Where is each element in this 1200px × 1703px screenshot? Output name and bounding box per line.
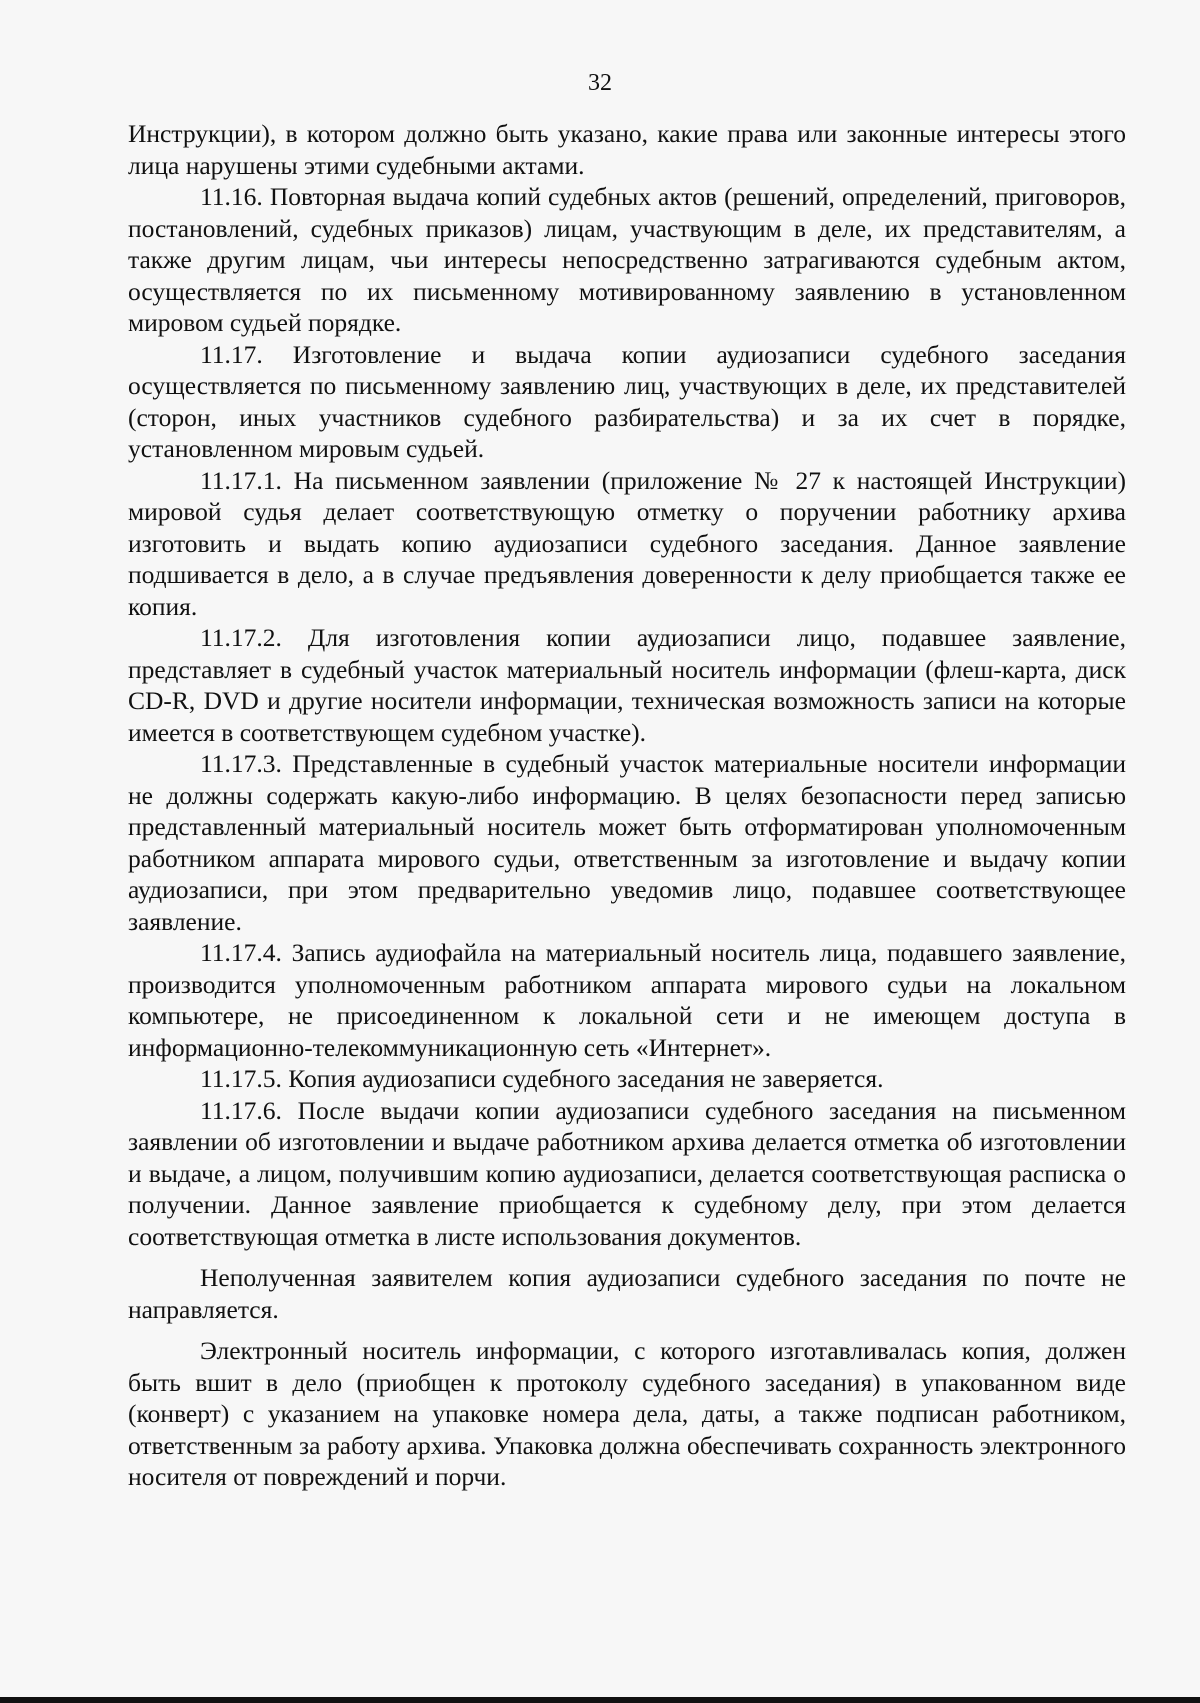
paragraph-11-16: 11.16. Повторная выдача копий судебных актов (решений, определений, приговоров, постановлений, судебных приказов) лицам, участвующим в деле, их представителям, а также другим лицам, чьи интересы непосредственно затрагиваются судебным актом, осуществляется по их письменному мотивированному заявлению в установленном мировом судьей порядке. xyxy=(128,182,1126,337)
paragraph-11-17-6: 11.17.6. После выдачи копии аудиозаписи судебного заседания на письменном заявлении об изготовлении и выдаче работником архива делается отметка об изготовлении и выдаче, а лицом, получившим копию аудиозаписи, делается соответствующая расписка о получении. Данное заявление приобщается к судебному делу, при этом делается соответствующая отметка в листе использования документов. xyxy=(128,1095,1126,1251)
paragraph-11-17: 11.17. Изготовление и выдача копии аудиозаписи судебного заседания осуществляется по письменному заявлению лиц, участвующих в деле, их представителей (сторон, иных участников судебного разбирательства) и за их счет в порядке, установленном мировым судьей. xyxy=(128,339,1126,463)
paragraph-continuation: Инструкции), в котором должно быть указано, какие права или законные интересы этого лица нарушены этими судебными актами. xyxy=(128,119,1126,180)
paragraph-11-17-4: 11.17.4. Запись аудиофайла на материальный носитель лица, подавшего заявление, производится уполномоченным работником аппарата мирового судьи на локальном компьютере, не присоединенном к локальной сети и не имеющем доступа в информационно-телекоммуникационную сеть «Интернет». xyxy=(128,938,1126,1062)
paragraph-11-17-5: 11.17.5. Копия аудиозаписи судебного заседания не заверяется. xyxy=(200,1064,884,1093)
paragraph-undelivered-copy: Неполученная заявителем копия аудиозаписи судебного заседания по почте не направляется. xyxy=(128,1263,1126,1324)
paragraph-11-17-1: 11.17.1. На письменном заявлении (приложение № 27 к настоящей Инструкции) мировой судья делает соответствующую отметку о поручении работнику архива изготовить и выдать копию аудиозаписи судебного заседания. Данное заявление подшивается в дело, а в случае предъявления доверенности к делу приобщается также ее копия. xyxy=(128,465,1126,621)
paragraph-11-17-2: 11.17.2. Для изготовления копии аудиозаписи лицо, подавшее заявление, представляет в судебный участок материальный носитель информации (флеш-карта, диск CD-R, DVD и другие носители информации, техническая возможность записи на которые имеется в соответствующем судебном участке). xyxy=(128,623,1126,747)
paragraph-11-17-3: 11.17.3. Представленные в судебный участок материальные носители информации не должны содержать какую-либо информацию. В целях безопасности перед записью представленный материальный носитель может быть отформатирован уполномоченным работником аппарата мирового судьи, ответственным за изготовление и выдачу копии аудиозаписи, при этом предварительно уведомив лицо, подавшее соответствующее заявление. xyxy=(128,749,1126,936)
scan-bottom-edge xyxy=(0,1697,1200,1703)
paragraph-electronic-media: Электронный носитель информации, с которого изготавливалась копия, должен быть вшит в дело (приобщен к протоколу судебного заседания) в упакованном виде (конверт) с указанием на упаковке номера дела, даты, а также подписан работником, ответственным за работу архива. Упаковка должна обеспечивать сохранность электронного носителя от повреждений и порчи. xyxy=(128,1336,1126,1491)
document-body xyxy=(128,118,1126,1493)
page-number: 32 xyxy=(588,70,612,96)
